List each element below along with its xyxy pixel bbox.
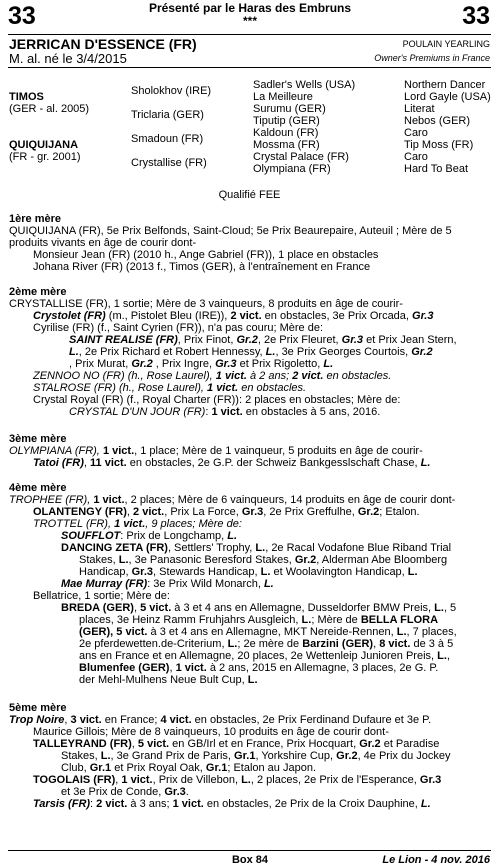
gen3-6: Mossma (FR) xyxy=(253,139,320,151)
horse-name: JERRICAN D'ESSENCE (FR) xyxy=(9,36,197,52)
section-mere-2 xyxy=(9,286,491,418)
sire-detail: (GER - al. 2005) xyxy=(9,103,90,115)
produit-mae-murray: Mae Murray (FR): 3e Prix Wild Monarch, L. xyxy=(61,578,274,590)
mere3-intro: OLYMPIANA (FR), 1 vict., 1 place; Mère de 1 vainqueur, 5 produits en âge de courir- xyxy=(9,445,423,457)
mere4-intro: TROPHEE (FR), 1 vict., 2 places; Mère de 6 vainqueurs, 14 produits en âge de courir dont- xyxy=(9,494,456,506)
mere1-intro: QUIQUIJANA (FR), 5e Prix Belfonds, Saint-Cloud; 5e Prix Beaurepaire, Auteuil ; Mère de 5 produits vivants en âge de courir dont- xyxy=(9,225,452,249)
section-mere-4 xyxy=(9,482,491,686)
gen4-1: Northern Dancer xyxy=(404,79,486,91)
gen3-3: Surumu (GER) xyxy=(253,103,326,115)
mere2-intro: CRYSTALLISE (FR), 1 sortie; Mère de 3 vainqueurs, 8 produits en âge de courir- xyxy=(9,298,403,310)
gen3-1: Sadler's Wells (USA) xyxy=(253,79,356,91)
pedigree-rule xyxy=(8,67,491,68)
section-title: 3ème mère xyxy=(9,433,67,445)
sire-name: TIMOS xyxy=(9,91,44,103)
section-title: 2ème mère xyxy=(9,286,67,298)
produit-breda-cont: places, 3e Heinz Ramm Fruhjahrs Ausgleich, L.; Mère de BELLA FLORA (GER), 5 vict. à 3 et 4 ans en Allemagne, MKT Nereide-Rennen, L., 7 places, 2e pferdewetten.de-Criterium, L.; 2e mère de Barzini (GER), 8 vict. de 3 à 5 ans en France et en Allemagne, 20 places, 2e Wettenleip Junioren Preis, L., Blumenfee (GER), 1 vict. à 2 ans, 2015 en Allemagne, 3 places, 2e G. P. der Mehl-Mulhens Neue Bult Cup, L. xyxy=(79,614,457,686)
produit-dancing-zeta-cont: Stakes, L., 3e Panasonic Beresford Stakes, Gr.2, Alderman Abe Bloomberg Handicap, Gr.3, Stewards Handicap, L. et Woolavington Handicap, L. xyxy=(79,554,448,578)
footer-rule xyxy=(8,850,491,851)
produit-tarsis: Tarsis (FR): 2 vict. à 3 ans; 1 vict. en obstacles, 2e Prix de la Croix Dauphine, L. xyxy=(33,798,431,810)
produit-talleyrand-cont: Stakes, L., 3e Grand Prix de Paris, Gr.1, Yorkshire Cup, Gr.2, 4e Prix du Jockey Club, Gr.1 et Prix Royal Oak, Gr.1; Etalon au Japon. xyxy=(61,750,451,774)
gen4-5: Caro xyxy=(404,127,428,139)
header-rule xyxy=(8,34,491,35)
pedigree-dam xyxy=(9,139,81,163)
section-title: 4ème mère xyxy=(9,482,67,494)
produit-zennoo-no: ZENNOO NO (FR) (h., Rose Laurel), 1 vict. à 2 ans; 2 vict. en obstacles. xyxy=(33,370,392,382)
gen4-7: Caro xyxy=(404,151,428,163)
dam-detail: (FR - gr. 2001) xyxy=(9,151,81,163)
qualifie-fee: Qualifié FEE xyxy=(218,189,281,201)
gen4-2: Lord Gayle (USA) xyxy=(404,91,491,103)
gen4-8: Hard To Beat xyxy=(404,163,469,175)
produit-cyrilise: Cyrilise (FR) (f., Saint Cyrien (FR)), n'a pas couru; Mère de: xyxy=(33,322,324,334)
pedigree-gen2-2: Triclaria (GER) xyxy=(131,109,204,121)
section-mere-1 xyxy=(9,213,491,273)
pedigree-sire xyxy=(9,91,89,115)
produit-saint-realise: SAINT REALISE (FR), Prix Finot, Gr.2, 2e Prix Fleuret, Gr.3 et Prix Jean Stern, L., 2e Prix Richard et Robert Hennessy, L., 3e Prix Georges Courtois, Gr.2 , Prix Murat, Gr.2 , Prix Ingre, Gr.3 et Prix Rigoletto, L. xyxy=(69,334,457,370)
gen3-8: Olympiana (FR) xyxy=(253,163,331,175)
section-title: 5ème mère xyxy=(9,702,67,714)
produit-togolais-cont: et 3e Prix de Conde, Gr.3. xyxy=(61,786,189,798)
header-stars: *** xyxy=(242,14,257,28)
produit-breda: BREDA (GER), 5 vict. à 3 et 4 ans en Allemagne, Dusseldorfer BMW Preis, L., 5 xyxy=(61,602,457,614)
lot-number-right: 33 xyxy=(462,2,490,30)
pedigree-gen2-3: Smadoun (FR) xyxy=(131,133,204,145)
footer-box: Box 84 xyxy=(231,854,269,866)
section-mere-5 xyxy=(9,702,491,810)
section-title: 1ère mère xyxy=(9,213,61,225)
gen3-2: La Meilleure xyxy=(253,91,313,103)
pedigree-gen2-1: Sholokhov (IRE) xyxy=(131,85,212,97)
gen4-3: Literat xyxy=(404,103,435,115)
mere1-produit-2: Johana River (FR) (2013 f., Timos (GER), à l'entraînement en France xyxy=(33,261,371,273)
gen4-6: Tip Moss (FR) xyxy=(404,139,474,151)
gen3-5: Kaldoun (FR) xyxy=(253,127,319,139)
produit-olantengy: OLANTENGY (FR), 2 vict., Prix La Force, Gr.3, 2e Prix Greffulhe, Gr.2; Etalon. xyxy=(33,506,420,518)
produit-crystal-dun-jour: CRYSTAL D'UN JOUR (FR): 1 vict. en obstacles à 5 ans, 2016. xyxy=(69,406,381,418)
produit-tatoi: Tatoi (FR), 11 vict. en obstacles, 2e G.P. der Schweiz Bankgesslschaft Chase, L. xyxy=(33,457,431,469)
mere5-intro-cont: Maurice Gillois; Mère de 8 vainqueurs, 10 produits en âge de courir dont- xyxy=(33,726,389,738)
produit-stalrose: STALROSE (FR) (h., Rose Laurel), 1 vict. en obstacles. xyxy=(33,382,307,394)
horse-category: POULAIN YEARLING xyxy=(402,39,490,49)
mere5-intro: Trop Noire, 3 vict. en France; 4 vict. en obstacles, 2e Prix Ferdinand Dufaure et 3e P. xyxy=(9,714,432,726)
footer-sale: Le Lion - 4 nov. 2016 xyxy=(382,854,490,866)
gen3-7: Crystal Palace (FR) xyxy=(253,151,349,163)
page-header xyxy=(100,2,400,28)
pedigree-gen4 xyxy=(404,79,491,175)
produit-bellatrice: Bellatrice, 1 sortie; Mère de: xyxy=(33,590,170,602)
horse-description: M. al. né le 3/4/2015 xyxy=(9,51,127,66)
gen4-4: Nebos (GER) xyxy=(404,115,471,127)
section-mere-3 xyxy=(9,433,491,469)
presented-by: Présenté par le Haras des Embruns xyxy=(148,1,352,15)
owners-premiums: Owner's Premiums in France xyxy=(374,53,490,63)
produit-trottel: TROTTEL (FR), 1 vict., 9 places; Mère de: xyxy=(33,518,242,530)
produit-crystolet: Crystolet (FR) (m., Pistolet Bleu (IRE)), 2 vict. en obstacles, 3e Prix Orcada, Gr.3 xyxy=(33,310,434,322)
produit-crystal-royal: Crystal Royal (FR) (f., Royal Charter (FR)): 2 places en obstacles; Mère de: xyxy=(33,394,401,406)
produit-dancing-zeta: DANCING ZETA (FR), Settlers' Trophy, L., 2e Racal Vodafone Blue Riband Trial xyxy=(61,542,452,554)
pedigree-gen2-4: Crystallise (FR) xyxy=(131,157,207,169)
produit-soufflot: SOUFFLOT: Prix de Longchamp, L. xyxy=(61,530,238,542)
gen3-4: Tiputip (GER) xyxy=(253,115,320,127)
mere1-produit-1: Monsieur Jean (FR) (2010 h., Ange Gabriel (FR)), 1 place en obstacles xyxy=(33,249,379,261)
produit-togolais: TOGOLAIS (FR), 1 vict., Prix de Villebon, L., 2 places, 2e Prix de l'Esperance, Gr.3 xyxy=(33,774,442,786)
dam-name: QUIQUIJANA xyxy=(9,139,79,151)
lot-number-left: 33 xyxy=(8,2,36,30)
pedigree-gen3 xyxy=(253,79,355,175)
produit-talleyrand: TALLEYRAND (FR), 5 vict. en GB/Irl et en France, Prix Hocquart, Gr.2 et Paradise xyxy=(33,738,440,750)
